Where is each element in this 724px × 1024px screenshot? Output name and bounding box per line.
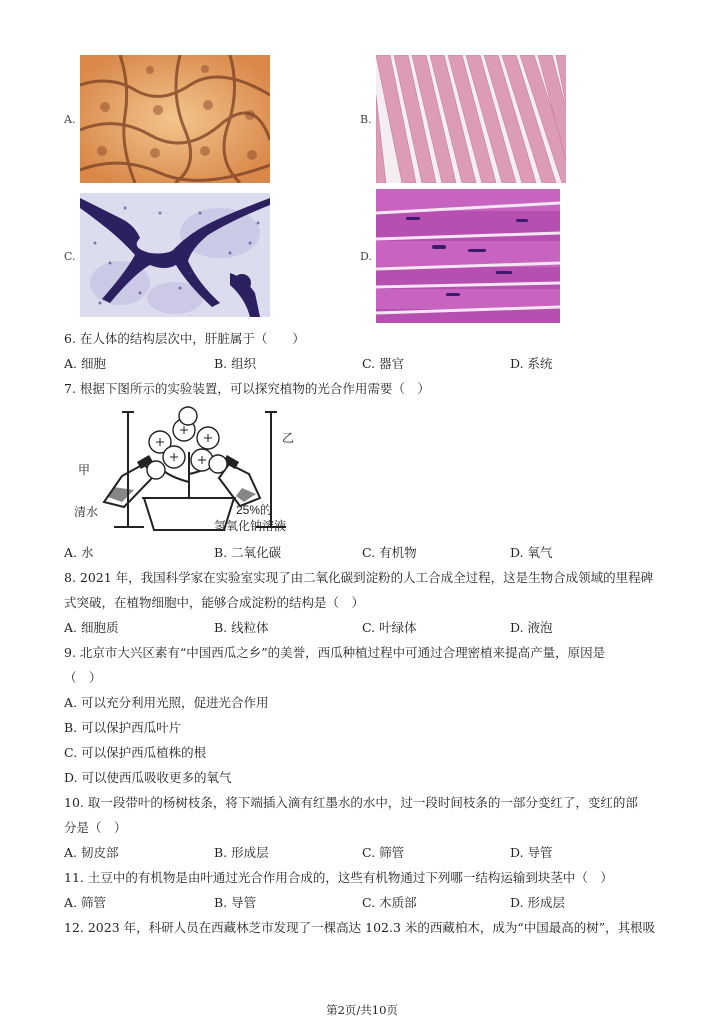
label-naoh-solution: 氢氧化钠溶液	[214, 519, 287, 533]
question-7-options	[64, 544, 664, 562]
q11-option-a[interactable]: A. 筛管	[64, 895, 106, 910]
question-8-options	[64, 619, 664, 637]
label-jia: 甲	[78, 463, 91, 477]
q9-option-a[interactable]: A. 可以充分利用光照，促进光合作用	[64, 695, 269, 710]
question-10-options	[64, 844, 664, 862]
q9-option-b[interactable]: B. 可以保护西瓜叶片	[64, 720, 182, 735]
question-9-stem-line1: 9. 北京市大兴区素有“中国西瓜之乡”的美誉，西瓜种植过程中可通过合理密植来提高产量，原因是	[64, 645, 606, 660]
question-6-stem: 6. 在人体的结构层次中，肝脏属于（ ）	[64, 331, 305, 346]
q8-option-b[interactable]: B. 线粒体	[214, 620, 269, 635]
q11-option-d[interactable]: D. 形成层	[510, 895, 566, 910]
q8-option-c[interactable]: C. 叶绿体	[362, 620, 417, 635]
q10-option-c[interactable]: C. 筛管	[362, 845, 405, 860]
micrograph-a-epithelial	[80, 55, 270, 183]
q10-option-d[interactable]: D. 导管	[510, 845, 553, 860]
micrograph-d-skeletal-muscle	[376, 189, 560, 323]
q6-option-c[interactable]: C. 器官	[362, 356, 405, 371]
q11-option-c[interactable]: C. 木质部	[362, 895, 417, 910]
q10-option-b[interactable]: B. 形成层	[214, 845, 269, 860]
label-naoh-concentration: 25%的	[236, 503, 273, 517]
label-yi: 乙	[282, 431, 295, 445]
q8-option-a[interactable]: A. 细胞质	[64, 620, 119, 635]
q9-option-d[interactable]: D. 可以使西瓜吸收更多的氧气	[64, 770, 232, 785]
question-11-stem: 11. 土豆中的有机物是由叶通过光合作用合成的，这些有机物通过下列哪一结构运输到块茎中（ ）	[64, 870, 613, 885]
experiment-apparatus-diagram	[64, 402, 314, 540]
q6-option-b[interactable]: B. 组织	[214, 356, 257, 371]
question-10-stem-line1: 10. 取一段带叶的杨树枝条，将下端插入滴有红墨水的水中，过一段时间枝条的一部分变红了，变红的部	[64, 795, 638, 810]
micrograph-c-nerve-cell	[80, 193, 270, 317]
q7-option-b[interactable]: B. 二氧化碳	[214, 545, 282, 560]
question-12-stem-line1: 12. 2023 年，科研人员在西藏林芝市发现了一棵高达 102.3 米的西藏柏木，成为“中国最高的树”，其根吸	[64, 920, 656, 935]
option-label-d: D.	[360, 250, 372, 263]
question-8-stem-line2: 式突破，在植物细胞中，能够合成淀粉的结构是（ ）	[64, 595, 365, 610]
q6-option-a[interactable]: A. 细胞	[64, 356, 106, 371]
question-7-stem: 7. 根据下图所示的实验装置，可以探究植物的光合作用需要（ ）	[64, 381, 430, 396]
q9-option-c[interactable]: C. 可以保护西瓜植株的根	[64, 745, 207, 760]
page-number: 第2页/共10页	[326, 1003, 398, 1017]
question-11-options	[64, 894, 664, 912]
q6-option-d[interactable]: D. 系统	[510, 356, 553, 371]
q8-option-d[interactable]: D. 液泡	[510, 620, 553, 635]
question-8-stem-line1: 8. 2021 年，我国科学家在实验室实现了由二氧化碳到淀粉的人工合成全过程，这是生物合成领域的里程碑	[64, 570, 654, 585]
micrograph-b-smooth-muscle	[376, 55, 566, 183]
option-label-a: A.	[64, 113, 76, 126]
q10-option-a[interactable]: A. 韧皮部	[64, 845, 119, 860]
label-water: 清水	[74, 505, 99, 519]
question-9-stem-line2: （ ）	[64, 670, 102, 685]
option-label-b: B.	[360, 113, 372, 126]
q11-option-b[interactable]: B. 导管	[214, 895, 257, 910]
question-10-stem-line2: 分是（ ）	[64, 820, 127, 835]
q7-option-a[interactable]: A. 水	[64, 545, 94, 560]
question-6-options	[64, 355, 664, 373]
q7-option-d[interactable]: D. 氧气	[510, 545, 553, 560]
option-label-c: C.	[64, 250, 76, 263]
q7-option-c[interactable]: C. 有机物	[362, 545, 417, 560]
